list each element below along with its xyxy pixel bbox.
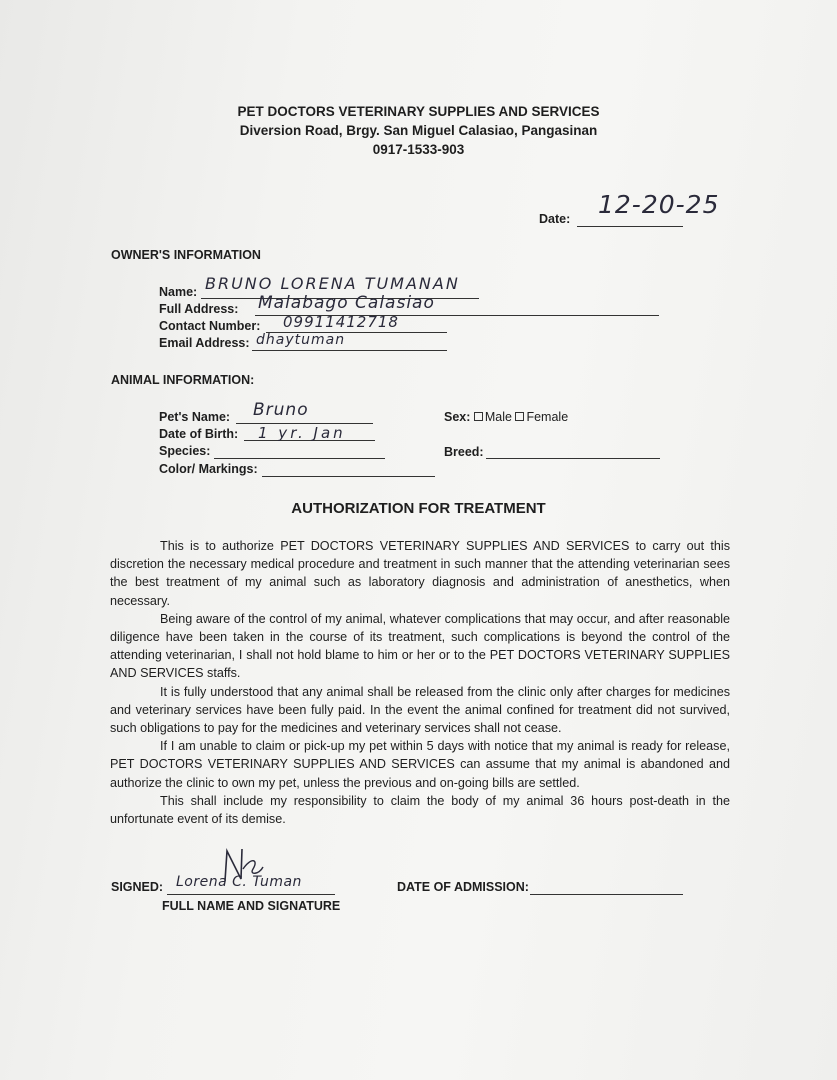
owner-name-value: BRUNO LORENA TUMANAN xyxy=(205,274,460,293)
contact-number-label: Contact Number: xyxy=(159,319,261,333)
authorization-paragraph-1: This is to authorize PET DOCTORS VETERINARY SUPPLIES AND SERVICES to carry out this discretion the necessary medical procedure and treatment in such manner that the attending veterinarian sees the best treatment of my animal such as laboratory diagnosis and administration of anesthetics, when necessary. xyxy=(110,539,730,608)
female-option-label: Female xyxy=(526,410,569,424)
email-address-line xyxy=(252,350,447,351)
signature-line xyxy=(167,894,335,895)
sex-label: Sex: xyxy=(444,410,471,424)
authorization-paragraph-4: If I am unable to claim or pick-up my pet within 5 days with notice that my animal is ready for release, PET DOCTORS VETERINARY SUPPLIES AND SERVICES can assume that my animal is abandoned and authorize the clinic to own my pet, unless the previous and on-going bills are settled. xyxy=(110,739,730,790)
owner-heading: OWNER'S INFORMATION xyxy=(111,248,261,262)
authorization-paragraph-2: Being aware of the control of my animal, whatever complications that may occur, and after reasonable diligence have been taken in the course of its treatment, such complications is beyond the control of the attending veterinarian, I shall not hold blame to him or her or to the PET DOCTORS VETERINARY SUPPLIES AND SERVICES staffs. xyxy=(110,611,730,681)
female-checkbox[interactable] xyxy=(515,412,524,421)
business-address: Diversion Road, Brgy. San Miguel Calasiao, Pangasinan xyxy=(239,123,598,138)
color-markings-line xyxy=(262,476,435,477)
business-phone: 0917-1533-903 xyxy=(372,142,465,157)
authorization-paragraph-3: It is fully understood that any animal shall be released from the clinic only after charges for medicines and veterinary services have been fully paid. In the event the animal confined for treatment did not survived, such obligations to pay for the medicines and veterinary services shall not cease. xyxy=(110,684,730,736)
signature-caption: FULL NAME AND SIGNATURE xyxy=(162,899,341,913)
color-markings-label: Color/ Markings: xyxy=(159,462,258,476)
signature-value: Lorena C. Tuman xyxy=(176,874,302,890)
dob-label: Date of Birth: xyxy=(159,427,239,441)
business-name: PET DOCTORS VETERINARY SUPPLIES AND SERVICES xyxy=(237,104,600,119)
breed-label: Breed: xyxy=(444,445,484,459)
species-label: Species: xyxy=(159,444,211,458)
date-of-admission-line xyxy=(530,894,683,895)
full-address-value: Malabago Calasiao xyxy=(258,293,435,313)
full-address-label: Full Address: xyxy=(159,302,239,316)
signed-label: SIGNED: xyxy=(111,880,164,894)
animal-heading: ANIMAL INFORMATION: xyxy=(111,373,255,387)
male-checkbox[interactable] xyxy=(474,412,483,421)
date-value: 12-20-25 xyxy=(598,190,720,219)
signature-flourish xyxy=(215,845,265,885)
sex-field xyxy=(444,410,568,424)
authorization-title: AUTHORIZATION FOR TREATMENT xyxy=(291,500,546,517)
contact-number-value: 09911412718 xyxy=(283,313,399,331)
owner-name-label: Name: xyxy=(159,285,198,299)
email-address-value: dhaytuman xyxy=(256,332,346,348)
date-line xyxy=(577,226,683,227)
pet-name-value: Bruno xyxy=(253,400,309,420)
date-of-admission-label: DATE OF ADMISSION: xyxy=(397,880,529,894)
pet-name-label: Pet's Name: xyxy=(159,410,231,424)
species-line xyxy=(214,458,385,459)
breed-line xyxy=(486,458,660,459)
dob-value: 1 yr. Jan xyxy=(258,424,346,442)
male-option-label: Male xyxy=(484,410,512,424)
date-label: Date: xyxy=(539,212,571,226)
authorization-paragraph-5: This shall include my responsibility to claim the body of my animal 36 hours post-death in the unfortunate event of its demise. xyxy=(110,793,730,827)
authorization-body xyxy=(110,537,730,828)
email-address-label: Email Address: xyxy=(159,336,250,350)
